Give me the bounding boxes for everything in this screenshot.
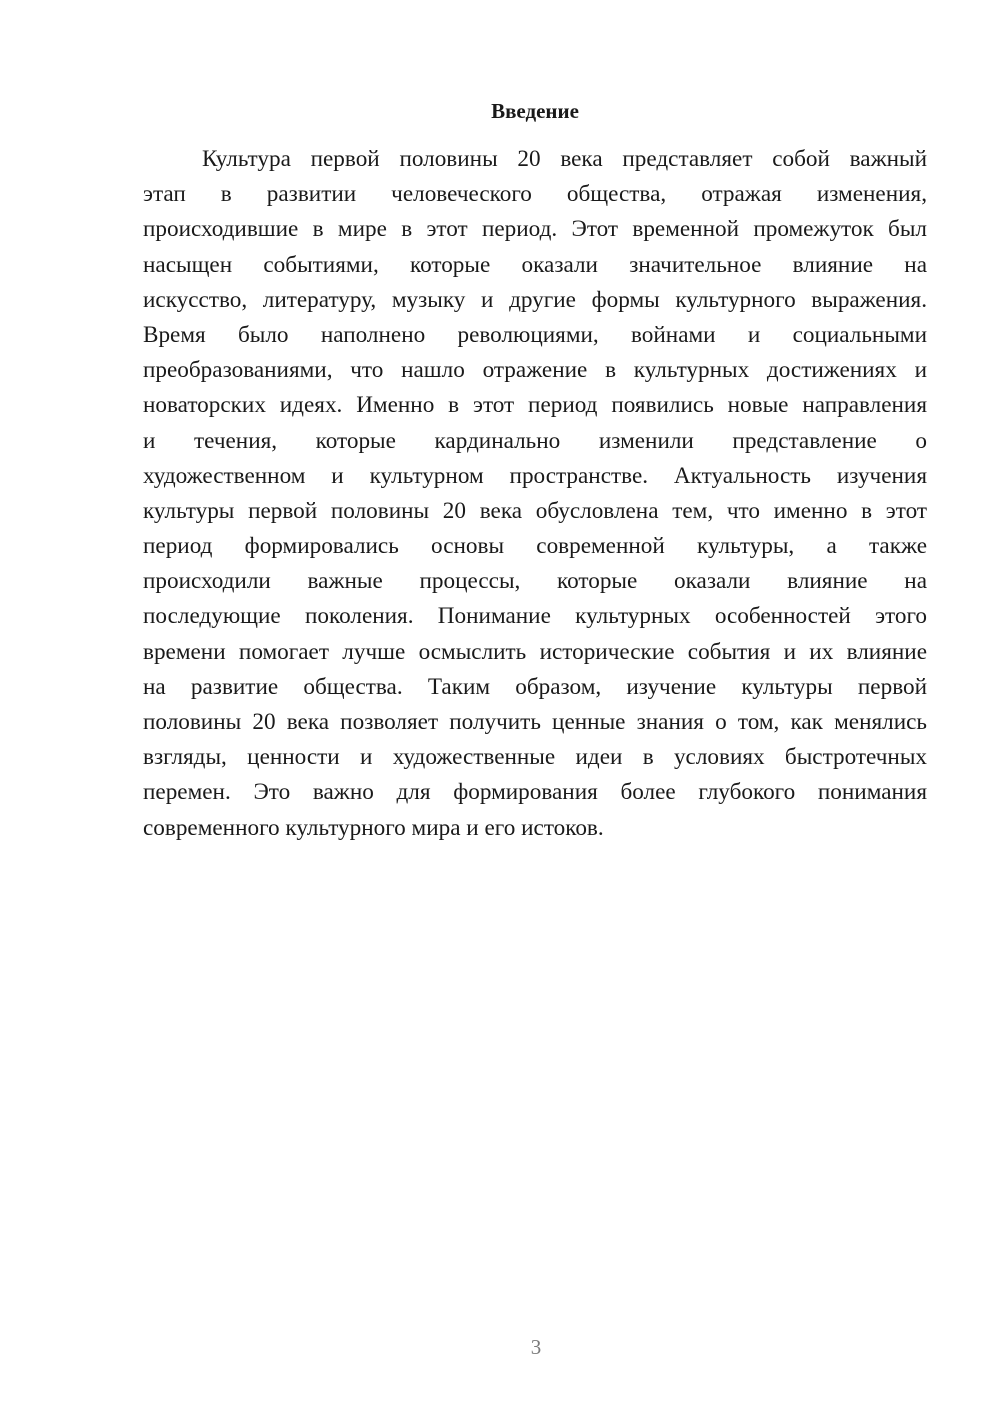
paragraph-line: период формировались основы современной культуры, а также [143, 533, 927, 560]
paragraph-line: этап в развитии человеческого общества, отражая изменения, [143, 181, 927, 208]
paragraph-line: искусство, литературу, музыку и другие формы культурного выражения. [143, 286, 927, 313]
paragraph-line: преобразованиями, что нашло отражение в культурных достижениях и [143, 357, 927, 384]
paragraph-line: происходившие в мире в этот период. Этот временной промежуток был [143, 216, 927, 243]
page-number: 3 [530, 1335, 542, 1359]
paragraph-line: и течения, которые кардинально изменили представление о [143, 427, 927, 454]
paragraph-line: времени помогает лучше осмыслить исторические события и их влияние [143, 638, 927, 665]
paragraph-line: Время было наполнено революциями, войнами и социальными [143, 321, 927, 348]
paragraph-line: Культура первой половины 20 века представляет собой важный [202, 146, 927, 172]
paragraph-line: художественном и культурном пространстве. Актуальность изучения [143, 462, 927, 489]
paragraph-line: перемен. Это важно для формирования более глубокого понимания [143, 779, 927, 806]
paragraph-line: половины 20 века позволяет получить ценные знания о том, как менялись [143, 709, 927, 735]
paragraph-line: происходили важные процессы, которые оказали влияние на [143, 568, 927, 595]
paragraph-line: на развитие общества. Таким образом, изучение культуры первой [143, 673, 927, 700]
paragraph-line: новаторских идеях. Именно в этот период появились новые направления [143, 392, 927, 419]
paragraph-line: современного культурного мира и его истоков. [143, 814, 604, 841]
section-heading: Введение [491, 99, 579, 123]
paragraph-line: взгляды, ценности и художественные идеи в условиях быстротечных [143, 744, 927, 771]
paragraph-line: насыщен событиями, которые оказали значительное влияние на [143, 251, 927, 278]
paragraph-line: культуры первой половины 20 века обусловлена тем, что именно в этот [143, 497, 927, 524]
paragraph-line: последующие поколения. Понимание культурных особенностей этого [143, 603, 927, 630]
body-paragraph [143, 142, 927, 846]
